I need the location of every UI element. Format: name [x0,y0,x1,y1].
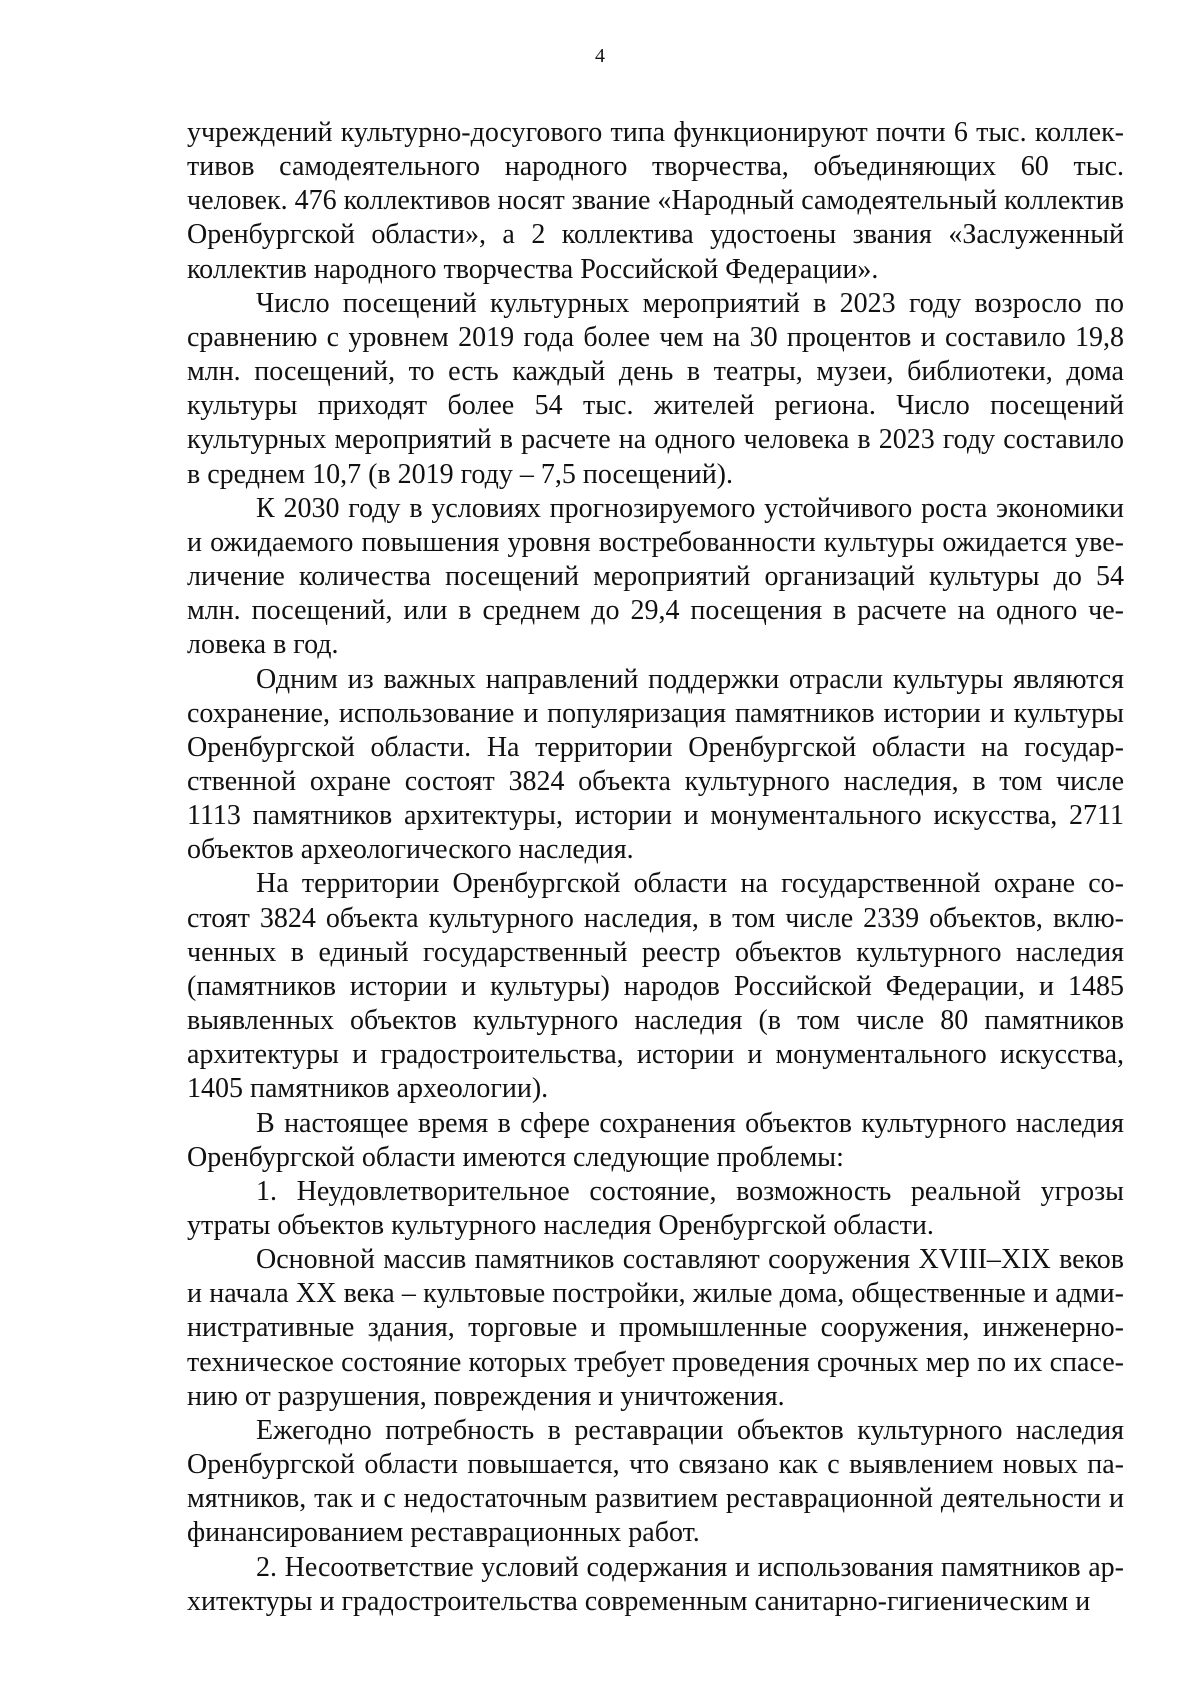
paragraph-restoration-need: Ежегодно потребность в реставрации объектов культурного наследия Оренбургской области повышается, что связано как с выявлением новых памятников, так и с недостаточным развитием реставрационной деятельности и финансированием реставрационных работ. [187,1414,1124,1549]
paragraph-problem-1: 1. Неудовлетворительное состояние, возможность реальной угрозы утраты объектов культурного наследия Оренбургской области. [187,1175,1124,1241]
paragraph-heritage-support: Одним из важных направлений поддержки отрасли культуры являются сохранение, использование и популяризация памятников истории и культуры Оренбургской области. На территории Оренбургской области на государственной охране состоят 3824 объекта культурного наследия, в том числе 1113 памятников архитектуры, истории и монументального искусства, 2711 объектов археологического наследия. [187,663,1124,866]
body-text [187,116,1124,1619]
paragraph-problem-2: 2. Несоответствие условий содержания и использования памятников архитектуры и градостроительства современным санитарно-гигиеническим и [187,1551,1124,1617]
page-number: 4 [595,45,605,67]
paragraph-continuation: учреждений культурно-досугового типа функционируют почти 6 тыс. коллективов самодеятельного народного творчества, объединяющих 60 тыс. человек. 476 коллективов носят звание «Народный самодеятельный коллектив Оренбургской области», а 2 коллектива удостоены звания «Заслуженный коллектив народного творчества Российской Федерации». [187,117,1125,285]
paragraph-problems-intro: В настоящее время в сфере сохранения объектов культурного наследия Оренбургской области имеются следующие проблемы: [187,1107,1124,1173]
paragraph-heritage-registry: На территории Оренбургской области на государственной охране состоят 3824 объекта культурного наследия, в том числе 2339 объектов, включенных в единый государственный реестр объектов культурного наследия (памятников истории и культуры) народов Российской Федерации, и 1485 выявленных объектов культурного наследия (в том числе 80 памятников архитектуры и градостроительства, истории и монументального искусства, 1405 памятников археологии). [187,868,1124,1105]
paragraph-monuments-array: Основной массив памятников составляют сооружения XVIII–XIX веков и начала XX века – культовые постройки, жилые дома, общественные и административные здания, торговые и промышленные сооружения, инженерно-техническое состояние которых требует проведения срочных мер по их спасению от разрушения, повреждения и уничтожения. [187,1244,1124,1412]
paragraph-forecast-2030: К 2030 году в условиях прогнозируемого устойчивого роста экономики и ожидаемого повышения уровня востребованности культуры ожидается увеличение количества посещений мероприятий организаций культуры до 54 млн. посещений, или в среднем до 29,4 посещения в расчете на одного человека в год. [187,492,1124,661]
paragraph-visits-2023: Число посещений культурных мероприятий в 2023 году возросло по сравнению с уровнем 2019 года более чем на 30 процентов и составило 19,8 млн. посещений, то есть каждый день в театры, музеи, библиотеки, дома культуры приходят более 54 тыс. жителей региона. Число посещений культурных мероприятий в расчете на одного человека в 2023 году составило в среднем 10,7 (в 2019 году – 7,5 посещений). [187,287,1124,490]
